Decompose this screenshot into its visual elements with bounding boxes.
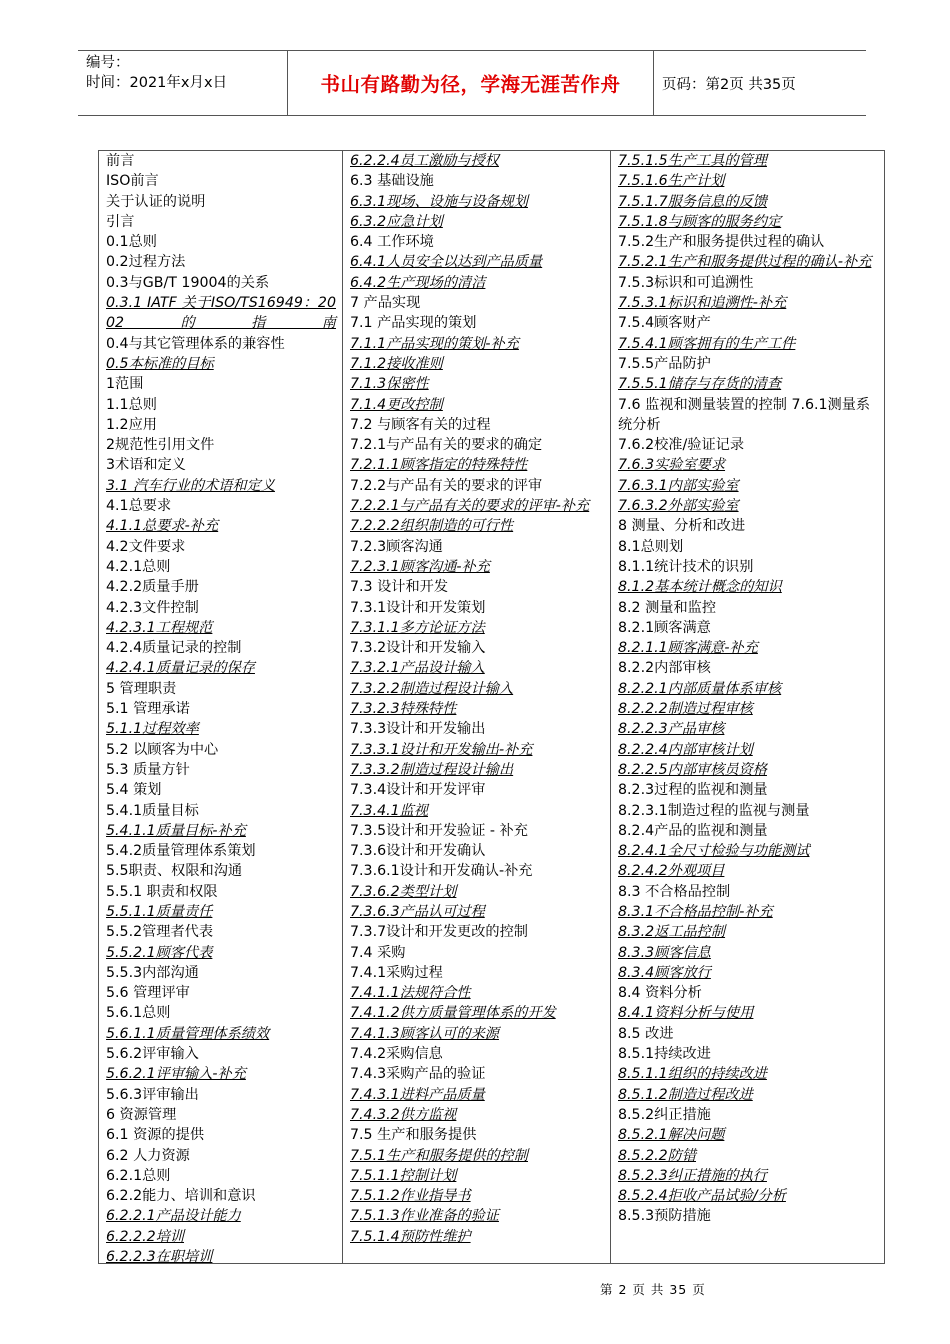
toc-entry: 7.3.4设计和开发评审 <box>350 782 486 799</box>
toc-entry: 8.5.3预防措施 <box>618 1208 711 1225</box>
toc-entry: 7.3.6.1设计和开发确认-补充 <box>350 863 533 880</box>
toc-entry: 7.5.3标识和可追溯性 <box>618 274 754 291</box>
document-number-label: 编号： <box>86 55 130 71</box>
toc-entry: 7.2.2.2组织制造的可行性 <box>350 518 514 535</box>
toc-entry: 8.2 测量和监控 <box>618 599 717 616</box>
toc-entry: 7.2.1.1顾客指定的特殊特性 <box>350 457 528 474</box>
toc-entry: 4.2.4质量记录的控制 <box>106 640 242 657</box>
toc-entry: 5.5.2管理者代表 <box>106 924 214 941</box>
toc-entry: 7.4 采购 <box>350 944 406 961</box>
toc-entry: 0.2过程方法 <box>106 254 186 271</box>
toc-entry: 8.3 不合格品控制 <box>618 883 731 900</box>
toc-entry: 6.3.2应急计划 <box>350 213 443 230</box>
toc-entry: 7.4.1采购过程 <box>350 964 443 981</box>
toc-entry: 1.2应用 <box>106 416 157 433</box>
toc-entry: 7.4.3.2供方监视 <box>350 1106 457 1123</box>
toc-entry: 7.1.1产品实现的策划-补充 <box>350 335 519 352</box>
toc-entry: 8.2.2.4内部审核计划 <box>618 741 753 758</box>
toc-entry: 8.1.2基本统计概念的知识 <box>618 579 782 596</box>
toc-entry: 8.2.2.1内部质量体系审核 <box>618 680 782 697</box>
toc-entry: 0.4与其它管理体系的兼容性 <box>106 335 285 352</box>
toc-entry: 0.3与GB/T 19004的关系 <box>106 274 270 291</box>
toc-entry: 7.5.5产品防护 <box>618 355 711 372</box>
toc-entry: 8.4.1资料分析与使用 <box>618 1005 754 1022</box>
toc-entry: 8.5.1.2制造过程改进 <box>618 1086 753 1103</box>
toc-entry: 7.6.2校准/验证记录 <box>618 437 745 454</box>
toc-entry: 8.2.1.1顾客满意-补充 <box>618 640 758 657</box>
toc-entry: 7.3.1设计和开发策划 <box>350 599 486 616</box>
toc-entry: 7.2 与顾客有关的过程 <box>350 416 491 433</box>
toc-entry: 7.5 生产和服务提供 <box>350 1127 477 1144</box>
toc-entry: 8.3.4顾客放行 <box>618 964 711 981</box>
toc-entry: 4.2.3文件控制 <box>106 599 199 616</box>
toc-entry: 6.3 基础设施 <box>350 173 434 190</box>
toc-entry: 5.6.1总则 <box>106 1005 171 1022</box>
toc-entry: 8.3.1不合格品控制-补充 <box>618 903 773 920</box>
toc-entry: 7.3.2.2制造过程设计输入 <box>350 680 514 697</box>
toc-entry: 7.2.2.1与产品有关的要求的评审-补充 <box>350 498 590 515</box>
toc-entry: 6.2.1总则 <box>106 1167 171 1184</box>
toc-entry: 7.3.6设计和开发确认 <box>350 843 486 860</box>
toc-entry: 7.2.3.1顾客沟通-补充 <box>350 558 490 575</box>
toc-entry: 7.1.4更改控制 <box>350 396 443 413</box>
toc-entry: 6.1 资源的提供 <box>106 1127 205 1144</box>
toc-entry: 4.2文件要求 <box>106 538 186 555</box>
toc-entry: 7.1 产品实现的策划 <box>350 315 477 332</box>
toc-entry: 7.3.5设计和开发验证 - 补充 <box>350 822 528 839</box>
toc-entry: 8 测量、分析和改进 <box>618 518 746 535</box>
toc-entry: 7.4.1.2供方质量管理体系的开发 <box>350 1005 556 1022</box>
toc-entry: 8.2.2内部审核 <box>618 660 711 677</box>
toc-entry: 7.3 设计和开发 <box>350 579 449 596</box>
toc-entry: 6.2.2.4员工激励与授权 <box>350 153 499 169</box>
toc-entry: 7.5.2生产和服务提供过程的确认 <box>618 234 825 251</box>
toc-entry: 5.5.1.1质量责任 <box>106 903 213 920</box>
toc-entry: 5 管理职责 <box>106 680 177 697</box>
toc-entry: 7.5.1.3作业准备的验证 <box>350 1208 499 1225</box>
toc-entry: 6.4 工作环境 <box>350 234 434 251</box>
toc-column-1 <box>99 151 342 1263</box>
toc-entry: 7.1.2接收准则 <box>350 355 443 372</box>
toc-entry: 7.3.1.1多方论证方法 <box>350 619 485 636</box>
toc-entry: 7.3.4.1监视 <box>350 802 429 819</box>
toc-entry: 7.5.1.5生产工具的管理 <box>618 153 767 169</box>
toc-entry: 8.5.2.3纠正措施的执行 <box>618 1167 767 1184</box>
toc-entry: 8.2.3.1制造过程的监视与测量 <box>618 802 810 819</box>
toc-entry: 5.5.3内部沟通 <box>106 964 199 981</box>
toc-entry: 5.6.2评审输入 <box>106 1046 199 1063</box>
document-date-label: 时间：2021年x月x日 <box>86 75 228 91</box>
toc-entry: 8.2.3过程的监视和测量 <box>618 782 768 799</box>
toc-entry: 1.1总则 <box>106 396 157 413</box>
toc-entry: 5.5.2.1顾客代表 <box>106 944 213 961</box>
toc-entry: 7.6.3实验室要求 <box>618 457 726 474</box>
toc-entry: 8.2.4.1全尺寸检验与功能测试 <box>618 843 810 860</box>
toc-entry: 8.5.1.1组织的持续改进 <box>618 1066 767 1083</box>
toc-entry: 7.6 监视和测量装置的控制 7.6.1测量系统分析 <box>618 396 871 433</box>
page-footer: 第 2 页 共 35 页 <box>600 1282 706 1297</box>
toc-entry: 5.6.2.1评审输入-补充 <box>106 1066 246 1083</box>
toc-entry: 3术语和定义 <box>106 457 186 474</box>
toc-entry: 7.3.3.1设计和开发输出-补充 <box>350 741 533 758</box>
toc-entry: 前言 <box>106 153 135 169</box>
toc-entry: 7.3.7设计和开发更改的控制 <box>350 924 528 941</box>
toc-entry: 7.3.3.2制造过程设计输出 <box>350 761 514 778</box>
toc-entry: 5.4.2质量管理体系策划 <box>106 843 256 860</box>
toc-entry: 7.1.3保密性 <box>350 376 429 393</box>
toc-entry: 8.2.2.3产品审核 <box>618 721 725 738</box>
toc-entry: ISO前言 <box>106 173 159 190</box>
toc-entry: 7.5.1生产和服务提供的控制 <box>350 1147 528 1164</box>
toc-entry: 8.5.1持续改进 <box>618 1046 711 1063</box>
toc-entry: 7.4.1.1法规符合性 <box>350 985 471 1002</box>
toc-entry: 0.1总则 <box>106 234 157 251</box>
toc-entry: 7.3.3设计和开发输出 <box>350 721 486 738</box>
toc-entry: 7.2.2与产品有关的要求的评审 <box>350 477 543 494</box>
toc-entry: 6.2.2.1产品设计能力 <box>106 1208 241 1225</box>
header-motto: 书山有路勤为径，学海无涯苦作舟 <box>288 51 654 115</box>
toc-entry: 6.4.2生产现场的清洁 <box>350 274 486 291</box>
toc-entry: 8.2.1顾客满意 <box>618 619 711 636</box>
toc-entry: 6.2.2.2培训 <box>106 1228 185 1245</box>
toc-entry: 0.5本标准的目标 <box>106 355 214 372</box>
toc-entry: 7.4.1.3顾客认可的来源 <box>350 1025 499 1042</box>
toc-entry: 1范围 <box>106 376 144 393</box>
toc-entry: 7.5.2.1生产和服务提供过程的确认-补充 <box>618 254 872 271</box>
toc-entry: 8.5.2纠正措施 <box>618 1106 711 1123</box>
toc-entry: 5.6.1.1质量管理体系绩效 <box>106 1025 270 1042</box>
header-page-number: 页码：第2页 共35页 <box>662 76 796 93</box>
toc-entry: 7.3.6.2类型计划 <box>350 883 457 900</box>
toc-entry: 4.2.2质量手册 <box>106 579 199 596</box>
toc-entry: 7.4.3采购产品的验证 <box>350 1066 486 1083</box>
toc-entry: 5.2 以顾客为中心 <box>106 741 219 758</box>
toc-entry: 7.5.4.1顾客拥有的生产工件 <box>618 335 796 352</box>
toc-entry: 7.5.1.2作业指导书 <box>350 1188 471 1205</box>
toc-entry: 5.5.1 职责和权限 <box>106 883 218 900</box>
toc-entry: 7.2.1与产品有关的要求的确定 <box>350 437 543 454</box>
toc-entry: 6.3.1现场、设施与设备规划 <box>350 193 528 210</box>
toc-entry: 8.2.4产品的监视和测量 <box>618 822 768 839</box>
toc-entry: 5.5职责、权限和沟通 <box>106 863 243 880</box>
toc-entry: 引言 <box>106 213 135 230</box>
toc-entry: 关于认证的说明 <box>106 193 206 210</box>
toc-entry: 4.1总要求 <box>106 498 172 515</box>
toc-entry: 8.5.2.4拒收产品试验/分析 <box>618 1188 786 1205</box>
toc-entry: 5.4.1质量目标 <box>106 802 199 819</box>
toc-entry: 0.3.1 IATF 关于ISO/TS16949：2002的指南 <box>106 295 336 332</box>
toc-entry: 8.2.2.2制造过程审核 <box>618 701 753 718</box>
toc-entry: 8.2.2.5内部审核员资格 <box>618 761 767 778</box>
toc-entry: 5.4.1.1质量目标-补充 <box>106 822 246 839</box>
toc-entry: 5.4 策划 <box>106 782 162 799</box>
toc-entry: 8.1.1统计技术的识别 <box>618 558 754 575</box>
toc-entry: 5.6 管理评审 <box>106 985 190 1002</box>
toc-entry: 8.5.2.2防错 <box>618 1147 697 1164</box>
toc-entry: 5.1 管理承诺 <box>106 701 190 718</box>
toc-entry: 7.3.2设计和开发输入 <box>350 640 486 657</box>
toc-entry: 8.4 资料分析 <box>618 985 702 1002</box>
toc-entry: 6.4.1人员安全以达到产品质量 <box>350 254 543 271</box>
toc-entry: 7.6.3.1内部实验室 <box>618 477 739 494</box>
toc-entry: 6.2 人力资源 <box>106 1147 190 1164</box>
toc-entry: 7.4.2采购信息 <box>350 1046 443 1063</box>
toc-entry: 7.5.1.6生产计划 <box>618 173 725 190</box>
toc-entry: 7.6.3.2外部实验室 <box>618 498 739 515</box>
toc-entry: 7.3.2.3特殊特性 <box>350 701 457 718</box>
toc-entry: 6 资源管理 <box>106 1106 177 1123</box>
table-of-contents <box>98 150 885 1264</box>
toc-entry: 7.4.3.1进料产品质量 <box>350 1086 485 1103</box>
toc-entry: 4.2.4.1质量记录的保存 <box>106 660 255 677</box>
toc-entry: 7.5.3.1标识和追溯性-补充 <box>618 295 787 312</box>
toc-entry: 7.5.1.8与顾客的服务约定 <box>618 213 782 230</box>
toc-entry: 8.5.2.1解决问题 <box>618 1127 725 1144</box>
toc-entry: 7.5.1.1控制计划 <box>350 1167 457 1184</box>
toc-entry: 8.3.3顾客信息 <box>618 944 711 961</box>
toc-entry: 4.1.1总要求-补充 <box>106 518 219 535</box>
toc-entry: 6.2.2能力、培训和意识 <box>106 1188 256 1205</box>
toc-column-3 <box>610 151 884 1263</box>
page-header <box>78 50 866 116</box>
toc-entry: 7.2.3顾客沟通 <box>350 538 443 555</box>
toc-entry: 7.5.1.7服务信息的反馈 <box>618 193 767 210</box>
toc-entry: 8.1总则划 <box>618 538 684 555</box>
toc-entry: 7.3.2.1产品设计输入 <box>350 660 485 677</box>
toc-entry: 8.2.4.2外观项目 <box>618 863 725 880</box>
toc-entry: 6.2.2.3在职培训 <box>106 1249 213 1263</box>
toc-entry: 2规范性引用文件 <box>106 437 215 454</box>
toc-entry: 3.1 汽车行业的术语和定义 <box>106 477 275 494</box>
toc-entry: 4.2.3.1工程规范 <box>106 619 213 636</box>
toc-entry: 5.1.1过程效率 <box>106 721 199 738</box>
toc-entry: 7.5.1.4预防性维护 <box>350 1228 471 1245</box>
toc-entry: 4.2.1总则 <box>106 558 171 575</box>
toc-entry: 7.3.6.3产品认可过程 <box>350 903 485 920</box>
toc-entry: 8.5 改进 <box>618 1025 674 1042</box>
toc-entry: 7.5.5.1储存与存货的清查 <box>618 376 782 393</box>
toc-column-2 <box>342 151 610 1263</box>
toc-entry: 8.3.2返工品控制 <box>618 924 726 941</box>
toc-entry: 5.3 质量方针 <box>106 761 190 778</box>
header-meta <box>78 51 288 115</box>
toc-entry: 5.6.3评审输出 <box>106 1086 199 1103</box>
toc-entry: 7.5.4顾客财产 <box>618 315 711 332</box>
toc-entry: 7 产品实现 <box>350 295 421 312</box>
